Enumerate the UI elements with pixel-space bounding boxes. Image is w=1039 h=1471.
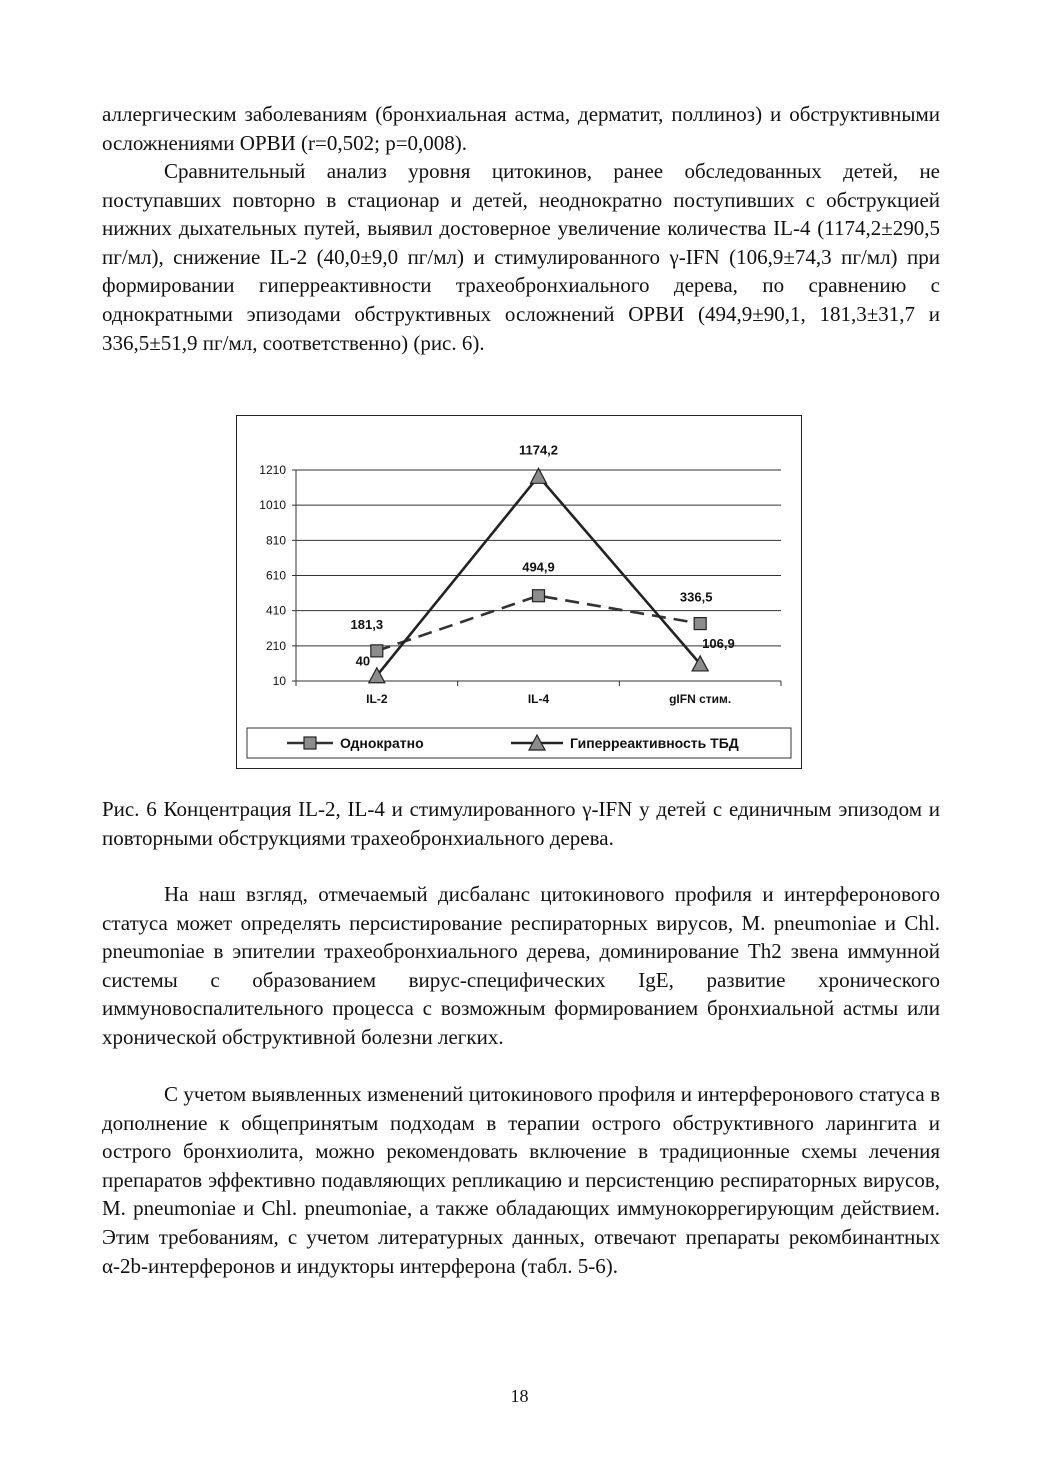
x-tick-label: IL-4 <box>527 692 550 706</box>
series-1-point <box>371 645 383 657</box>
y-tick-label: 210 <box>265 638 286 653</box>
y-tick-label: 1210 <box>259 463 286 477</box>
paragraph-2: Сравнительный анализ уровня цитокинов, ранее обследованных детей, не поступавших повторно в стационар и детей, неоднократно поступивших с обструкцией нижних дыхательных путей, выявил достоверное увеличение количества IL-4 (1174,2±290,5 пг/мл), снижение IL-2 (40,0±9,0 пг/мл) и стимулированного γ-IFN (106,9±74,3 пг/мл) при формировании гиперреактивности трахеобронхиального дерева, по сравнению с однократными эпизодами обструктивных осложнений ОРВИ (494,9±90,1, 181,3±31,7 и 336,5±51,9 пг/мл, соответственно) (рис. 6). <box>102 159 940 355</box>
paragraph-1: аллергическим заболеваниям (бронхиальная астма, дерматит, поллиноз) и обструктивными осложнениями ОРВИ (r=0,502; p=0,008). <box>102 102 940 155</box>
y-tick-label: 810 <box>265 533 286 548</box>
data-label: 494,9 <box>522 559 555 575</box>
y-tick-label: 610 <box>265 568 286 583</box>
chart-canvas <box>237 416 801 768</box>
figure-caption: Рис. 6 Концентрация IL-2, IL-4 и стимулированного γ-IFN у детей с единичным эпизодом и повторными обструкциями трахеобронхиального дерева. <box>102 797 940 850</box>
series-1-point <box>694 618 706 630</box>
legend-marker-square <box>304 737 316 749</box>
y-tick-label: 1010 <box>259 498 286 513</box>
page-number: 18 <box>510 1386 529 1406</box>
legend-label-2: Гиперреактивность ТБД <box>570 735 739 751</box>
paragraph-3: На наш взгляд, отмечаемый дисбаланс цитокинового профиля и интерферонового статуса может определять персистирование респираторных вирусов, M. pneumoniae и Chl. pneumoniae в эпителии трахеобронхиального дерева, доминирование Th2 звена иммунной системы с образованием вирус-специфических IgE, развитие хронического иммуновоспалительного процесса с возможным формированием бронхиальной астмы или хронической обструктивной болезни легких. <box>102 882 940 1049</box>
series-1-point <box>533 590 545 602</box>
legend-label-1: Однократно <box>340 735 424 751</box>
y-tick-label: 410 <box>265 603 286 618</box>
y-tick-label: 10 <box>272 674 286 688</box>
x-tick-label: IL-2 <box>366 692 388 706</box>
data-label: 336,5 <box>679 589 713 605</box>
x-tick-label: gIFN стим. <box>669 692 732 706</box>
paragraph-4: С учетом выявленных изменений цитокинового профиля и интерферонового статуса в дополнение к общепринятым подходам в терапии острого обструктивного ларингита и острого бронхиолита, можно рекомендовать включение в традиционные схемы лечения препаратов эффективно подавляющих репликацию и персистенцию респираторных вирусов, M. pneumoniae и Chl. pneumoniae, а также обладающих иммунокоррегирующим действием. Этим требованиям, с учетом литературных данных, отвечают препараты рекомбинантных α-2b-интерферонов и индукторы интерферона (табл. 5-6). <box>102 1082 940 1278</box>
figure-6-chart <box>236 415 802 769</box>
data-label: 1174,2 <box>518 442 559 458</box>
series-line-1 <box>377 596 700 651</box>
data-label: 40 <box>355 653 371 669</box>
series-2-point <box>531 468 547 483</box>
data-label: 106,9 <box>702 635 735 651</box>
data-label: 181,3 <box>350 616 384 632</box>
